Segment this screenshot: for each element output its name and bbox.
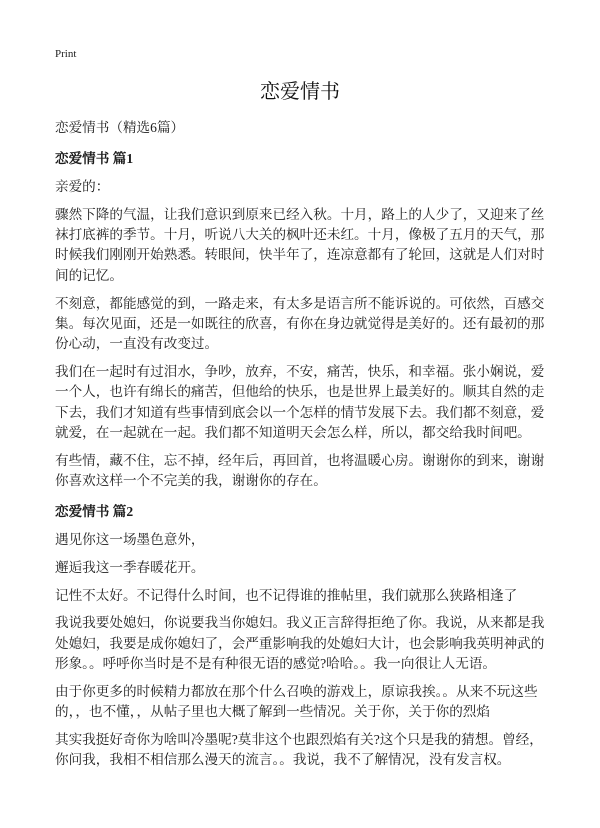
- paragraph-line: 邂逅我这一季春暖花开。: [55, 559, 205, 575]
- paragraph-line: 其实我挺好奇你为啥叫冷墨呢?莫非这个也跟烈焰有关?这个只是我的猜想。曾经，: [55, 731, 543, 747]
- paragraph: [55, 294, 555, 355]
- paragraph-line: 时候我们刚刚开始熟悉。转眼间，快半年了，连凉意都有了轮回，这就是人们对时: [55, 247, 545, 263]
- paragraph-line: 亲爱的：: [55, 179, 110, 195]
- paragraph-line: 集。每次见面，还是一如既往的欣喜，有你在身边就觉得是美好的。还有最初的那: [55, 315, 545, 331]
- paragraph-line: 就爱，在一起就在一起。我们都不知道明天会怎么样，所以，都交给我时间吧。: [55, 424, 531, 440]
- paragraph-line: 有些情，藏不住，忘不掉，经年后，再回首，也将温暖心房。谢谢你的到来，谢谢: [55, 452, 545, 468]
- paragraph: [55, 362, 555, 443]
- document-subtitle: 恋爱情书（精选6篇）: [55, 120, 185, 135]
- paragraph-line: 记性不太好。不记得什么时间，也不记得谁的推帖里，我们就那么狭路相逢了: [55, 587, 518, 603]
- paragraph-line: 不刻意，都能感觉的到，一路走来，有太多是语言所不能诉说的。可依然，百感交: [55, 295, 545, 311]
- section: [55, 502, 555, 770]
- paragraph-line: 间的记忆。: [55, 267, 123, 283]
- section-heading: 恋爱情书 篇1: [55, 151, 134, 167]
- paragraph-line: 的，，也不懂，，从帖子里也大概了解到一些情况。关于你，关于你的烈焰: [55, 704, 490, 720]
- paragraph: [55, 177, 555, 197]
- print-label: Print: [55, 48, 77, 60]
- paragraph-line: 份心动，一直没有改变过。: [55, 336, 219, 352]
- paragraph: [55, 205, 555, 286]
- paragraph: [55, 730, 555, 771]
- paragraph: [55, 586, 555, 606]
- paragraph-line: 我们在一起时有过泪水，争吵，放弃，不安，痛苦，快乐，和幸福。张小娴说，爱: [55, 363, 545, 379]
- paragraph-line: 处媳妇，我要是成你媳妇了，会严重影响我的处媳妇大计，也会影响我英明神武的: [55, 635, 545, 651]
- paragraph-line: 由于你更多的时候精力都放在那个什么召唤的游戏上，原谅我挨。。从来不玩这些: [55, 683, 538, 699]
- paragraph-line: 你问我，我相不相信那么漫天的流言。。我说，我不了解情况，没有发言权。: [55, 752, 511, 768]
- paragraph: [55, 682, 555, 723]
- section: [55, 149, 555, 491]
- paragraph-line: 你喜欢这样一个不完美的我，谢谢你的存在。: [55, 472, 327, 488]
- paragraph-line: 骤然下降的气温，让我们意识到原来已经入秋。十月，路上的人少了，又迎来了丝: [55, 206, 545, 222]
- paragraph-line: 袜打底裤的季节。十月，听说八大关的枫叶还未红。十月，像极了五月的天气，那: [55, 227, 545, 243]
- paragraph-line: 遇见你这一场墨色意外，: [55, 532, 205, 548]
- document-body: [55, 118, 555, 771]
- document-title: 恋爱情书: [260, 81, 340, 103]
- paragraph: [55, 530, 555, 550]
- paragraph: [55, 451, 555, 492]
- paragraph-line: 形象。。呼呼你当时是不是有种很无语的感觉?哈哈。。我一向很让人无语。: [55, 656, 497, 672]
- paragraph-line: 我说我要处媳妇，你说要我当你媳妇。我义正言辞得拒绝了你。我说，从来都是我: [55, 615, 545, 631]
- paragraph: [55, 558, 555, 578]
- section-heading: 恋爱情书 篇2: [55, 504, 134, 520]
- paragraph-line: 下去，我们才知道有些事情到底会以一个怎样的情节发展下去。我们都不刻意，爱: [55, 404, 545, 420]
- paragraph: [55, 613, 555, 674]
- paragraph-line: 一个人，也许有绵长的痛苦，但他给的快乐，也是世界上最美好的。顺其自然的走: [55, 384, 545, 400]
